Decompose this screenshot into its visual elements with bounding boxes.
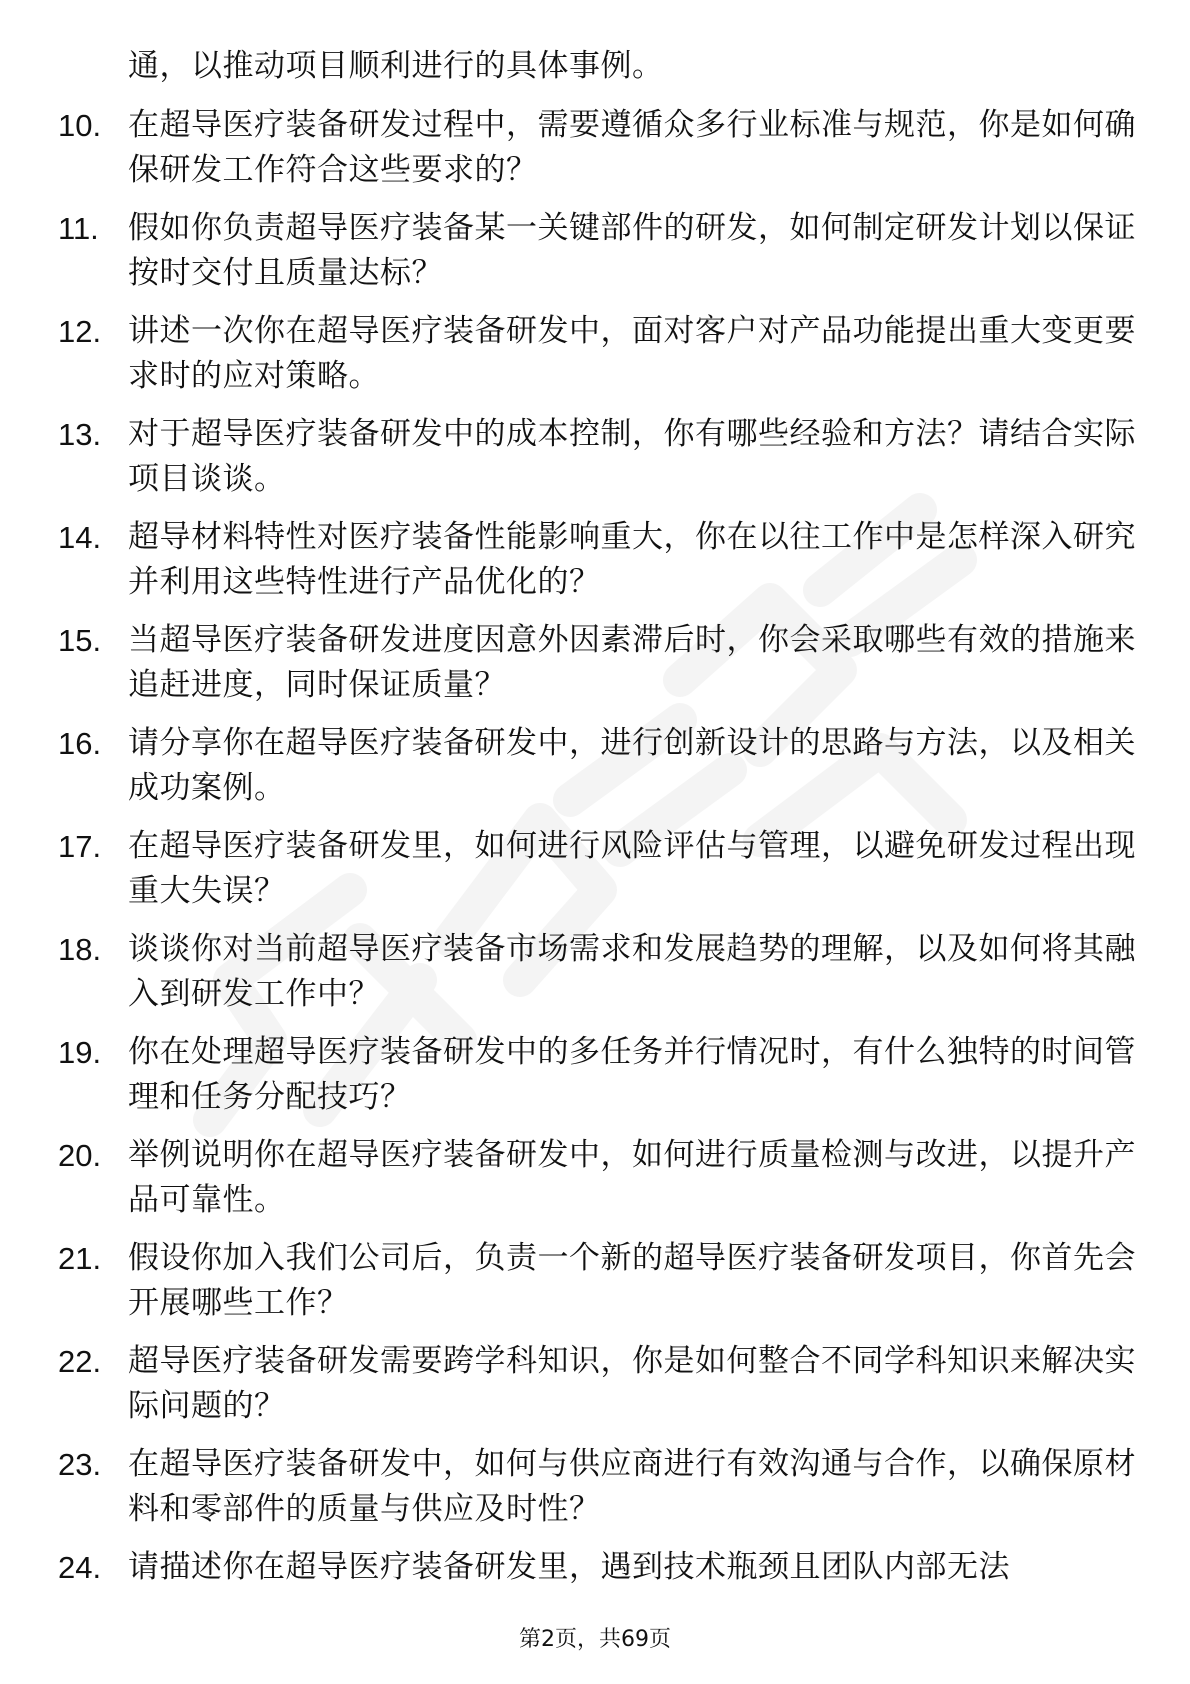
question-item	[58, 721, 1138, 811]
question-text: 谈谈你对当前超导医疗装备市场需求和发展趋势的理解，以及如何将其融入到研发工作中？	[128, 931, 1136, 1012]
question-text: 请分享你在超导医疗装备研发中，进行创新设计的思路与方法，以及相关成功案例。	[128, 725, 1136, 806]
question-text: 当超导医疗装备研发进度因意外因素滞后时，你会采取哪些有效的措施来追赶进度，同时保证质量？	[128, 622, 1136, 703]
question-item	[58, 1133, 1138, 1223]
question-number: 13.	[58, 417, 102, 452]
question-text: 假设你加入我们公司后，负责一个新的超导医疗装备研发项目，你首先会开展哪些工作？	[128, 1240, 1136, 1321]
question-text: 请描述你在超导医疗装备研发里，遇到技术瓶颈且团队内部无法	[128, 1549, 1010, 1585]
question-item	[58, 1442, 1138, 1532]
question-number: 10.	[58, 108, 102, 143]
question-text: 讲述一次你在超导医疗装备研发中，面对客户对产品功能提出重大变更要求时的应对策略。	[128, 313, 1136, 394]
question-number: 24.	[58, 1550, 102, 1585]
question-text: 举例说明你在超导医疗装备研发中，如何进行质量检测与改进，以提升产品可靠性。	[128, 1137, 1136, 1218]
question-item	[58, 1030, 1138, 1120]
question-text: 在超导医疗装备研发中，如何与供应商进行有效沟通与合作，以确保原材料和零部件的质量与供应及时性？	[128, 1446, 1136, 1527]
question-text: 假如你负责超导医疗装备某一关键部件的研发，如何制定研发计划以保证按时交付且质量达标？	[128, 210, 1136, 291]
page-number: 第2页，共69页	[519, 1627, 671, 1652]
question-item	[58, 1339, 1138, 1429]
question-number: 14.	[58, 520, 102, 555]
question-item	[58, 618, 1138, 708]
question-number: 21.	[58, 1241, 102, 1276]
question-text: 在超导医疗装备研发过程中，需要遵循众多行业标准与规范，你是如何确保研发工作符合这些要求的？	[128, 107, 1136, 188]
question-number: 12.	[58, 314, 102, 349]
question-item	[58, 515, 1138, 605]
question-text: 对于超导医疗装备研发中的成本控制，你有哪些经验和方法？请结合实际项目谈谈。	[128, 416, 1136, 497]
question-item	[58, 824, 1138, 914]
question-item	[58, 103, 1138, 193]
question-item	[58, 927, 1138, 1017]
question-number: 18.	[58, 932, 102, 967]
question-text: 你在处理超导医疗装备研发中的多任务并行情况时，有什么独特的时间管理和任务分配技巧？	[128, 1034, 1136, 1115]
continued-text: 通，以推动项目顺利进行的具体事例。	[128, 48, 664, 84]
question-number: 19.	[58, 1035, 102, 1070]
question-number: 23.	[58, 1447, 102, 1482]
question-number: 15.	[58, 623, 102, 658]
question-item	[58, 412, 1138, 502]
question-list	[58, 103, 1138, 1590]
question-text: 在超导医疗装备研发里，如何进行风险评估与管理，以避免研发过程出现重大失误？	[128, 828, 1136, 909]
question-item	[58, 1545, 1138, 1590]
question-number: 17.	[58, 829, 102, 864]
question-number: 16.	[58, 726, 102, 761]
question-number: 11.	[58, 211, 99, 246]
question-number: 20.	[58, 1138, 102, 1173]
question-content	[58, 44, 1138, 1603]
question-number: 22.	[58, 1344, 102, 1379]
question-item	[58, 309, 1138, 399]
question-item	[58, 206, 1138, 296]
question-text: 超导材料特性对医疗装备性能影响重大，你在以往工作中是怎样深入研究并利用这些特性进行产品优化的？	[128, 519, 1136, 600]
question-text: 超导医疗装备研发需要跨学科知识，你是如何整合不同学科知识来解决实际问题的？	[128, 1343, 1136, 1424]
question-item	[58, 1236, 1138, 1326]
